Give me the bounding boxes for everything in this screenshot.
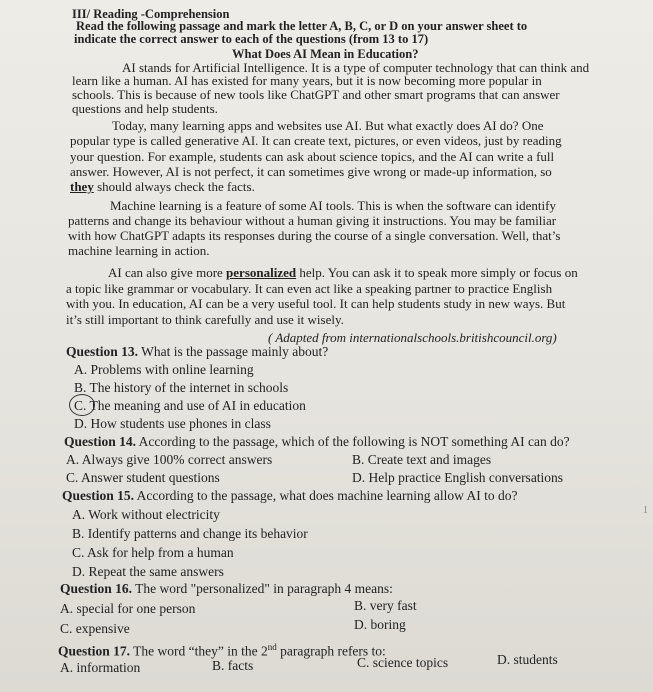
question-14-label: Question 14. — [64, 434, 137, 449]
q16-option-a[interactable]: A. special for one person — [60, 601, 196, 616]
q14-option-d[interactable]: D. Help practice English conversations — [352, 470, 564, 485]
passage-line-with-they — [70, 179, 255, 194]
q16-option-b[interactable]: B. very fast — [354, 598, 417, 613]
passage-source: ( Adapted from internationalschools.britishcouncil.org) — [268, 330, 557, 345]
question-17-label: Question 17. — [58, 643, 131, 659]
question-16-label: Question 16. — [60, 581, 133, 596]
question-16 — [60, 581, 393, 596]
answer-circle-mark — [69, 394, 95, 416]
q15-option-c[interactable]: C. Ask for help from a human — [72, 545, 234, 560]
question-13 — [66, 344, 328, 359]
q14-option-a[interactable]: A. Always give 100% correct answers — [66, 452, 273, 467]
instruction-line-2: indicate the correct answer to each of the questions (from 13 to 17) — [74, 32, 429, 46]
q13-option-c-letter: C. — [74, 398, 87, 413]
question-14 — [64, 434, 570, 449]
q13-option-c[interactable] — [74, 398, 306, 413]
passage-line: your question. For example, students can ask about science topics, and the AI can write a full — [70, 149, 555, 164]
passage-line: popular type is called generative AI. It can create text, pictures, or even videos, just by reading — [70, 133, 562, 148]
question-14-text: According to the passage, which of the following is NOT something AI can do? — [136, 434, 570, 449]
passage-text: help. You can ask it to speak more simply or focus on — [296, 265, 578, 280]
instruction-line-1: Read the following passage and mark the letter A, B, C, or D on your answer sheet to — [76, 19, 528, 33]
passage-line: questions and help students. — [72, 101, 218, 116]
passage-text: should always check the facts. — [93, 179, 255, 194]
q13-option-b[interactable]: B. The history of the internet in schools — [74, 380, 289, 395]
passage-line: with you. In education, AI can be a very useful tool. It can help students study in new ways. But — [66, 296, 566, 311]
q13-option-a[interactable]: A. Problems with online learning — [74, 362, 254, 377]
q17-option-a[interactable]: A. information — [60, 660, 141, 675]
q15-option-d[interactable]: D. Repeat the same answers — [72, 564, 224, 579]
passage-line: with how ChatGPT adapts its responses during the course of a single conversation. Well, that’s — [68, 228, 561, 243]
q17-option-b[interactable]: B. facts — [212, 658, 254, 673]
question-17-text-pre: The word “they” in the 2 — [130, 643, 268, 659]
question-16-text: The word "personalized" in paragraph 4 means: — [132, 581, 393, 596]
margin-mark: 1 — [643, 505, 648, 516]
passage-line: schools. This is because of new tools like ChatGPT and other smart programs that can answer — [72, 87, 560, 102]
question-17-text-post: paragraph refers to: — [276, 643, 386, 659]
passage-line: AI stands for Artificial Intelligence. It is a type of computer technology that can think and — [122, 60, 590, 75]
passage-line: Today, many learning apps and websites use AI. But what exactly does AI do? One — [112, 118, 544, 133]
question-13-label: Question 13. — [66, 344, 139, 359]
passage-text: AI can also give more — [108, 265, 227, 280]
q14-option-c[interactable]: C. Answer student questions — [66, 470, 220, 485]
question-17 — [58, 640, 386, 658]
q15-option-a[interactable]: A. Work without electricity — [72, 507, 220, 522]
q16-option-d[interactable]: D. boring — [354, 617, 406, 632]
q16-option-c[interactable]: C. expensive — [60, 621, 130, 636]
q15-option-b[interactable]: B. Identify patterns and change its behavior — [72, 526, 308, 541]
passage-line: it’s still important to think carefully and use it wisely. — [66, 312, 344, 327]
question-15-text: According to the passage, what does machine learning allow AI to do? — [134, 488, 518, 503]
passage-line: learn like a human. AI has existed for many years, but it is now becoming more popular in — [72, 73, 542, 88]
q17-option-d[interactable]: D. students — [497, 652, 558, 667]
passage-line: patterns and change its behaviour without a human giving it instructions. You may be familiar — [68, 213, 557, 228]
section-heading: III/ Reading -Comprehension — [72, 7, 230, 21]
question-15-label: Question 15. — [62, 488, 135, 503]
passage-line: answer. However, AI is not perfect, it can sometimes give wrong or made-up information, so — [70, 164, 552, 179]
underlined-word-personalized: personalized — [226, 265, 297, 280]
q13-option-c-text: The meaning and use of AI in education — [86, 398, 306, 413]
question-13-text: What is the passage mainly about? — [138, 344, 329, 359]
question-15 — [62, 488, 518, 503]
underlined-word-they: they — [70, 179, 94, 194]
passage-line: a topic like grammar or vocabulary. It can even act like a speaking partner to practice English — [66, 281, 553, 296]
q17-option-c[interactable]: C. science topics — [357, 655, 449, 670]
q13-option-d[interactable]: D. How students use phones in class — [74, 416, 271, 431]
passage-line: Machine learning is a feature of some AI tools. This is when the software can identify — [110, 198, 556, 213]
superscript-nd: nd — [267, 642, 277, 652]
passage-line: machine learning in action. — [68, 243, 210, 258]
passage-line-with-personalized — [108, 265, 578, 280]
passage-title: What Does AI Mean in Education? — [232, 47, 419, 61]
q14-option-b[interactable]: B. Create text and images — [352, 452, 492, 467]
